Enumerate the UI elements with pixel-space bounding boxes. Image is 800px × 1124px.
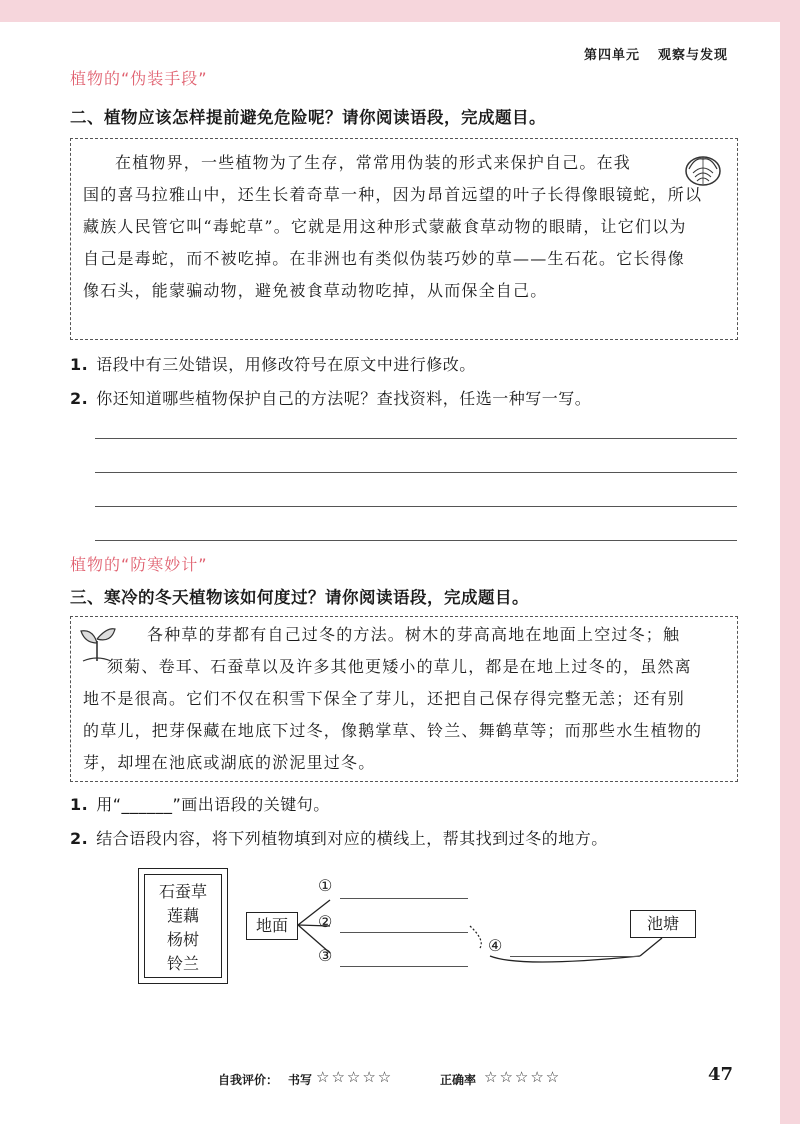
question-three-title: 三、寒冷的冬天植物该如何度过？请你阅读语段，完成题目。 [70, 588, 529, 607]
answer-line[interactable] [95, 472, 737, 473]
answer-line[interactable] [95, 438, 737, 439]
subquestion-1 [70, 352, 476, 375]
succulent-plant-icon [681, 147, 725, 191]
page-number: 47 [708, 1064, 734, 1085]
subquestion-1 [70, 792, 330, 815]
sprout-icon [77, 621, 117, 663]
subquestion-number: 1. [70, 355, 89, 374]
writing-rating-icons[interactable]: ☆☆☆☆☆ [316, 1068, 394, 1086]
plant-item: 石蚕草 [158, 882, 207, 901]
right-color-band [780, 0, 800, 1124]
subquestion-2 [70, 386, 591, 409]
subquestion-2 [70, 826, 608, 849]
plant-item: 铃兰 [166, 954, 199, 973]
unit-header [584, 44, 728, 63]
section-title-cold-defense: 植物的“防寒妙计” [70, 555, 208, 574]
subquestion-text: 用“______”画出语段的关键句。 [96, 795, 330, 814]
passage2-line: 地不是很高。它们不仅在积雪下保全了芽儿，还把自己保存得完整无恙；还有别 [83, 689, 686, 708]
section-title-disguise: 植物的“伪装手段” [70, 69, 208, 88]
subquestion-number: 2. [70, 389, 89, 408]
blank-line-1[interactable] [340, 898, 468, 899]
passage1-line: 像石头，能蒙骗动物，避免被食草动物吃掉，从而保全自己。 [83, 281, 548, 300]
accuracy-label: 正确率 [440, 1073, 477, 1087]
passage1-line: 在植物界，一些植物为了生存，常常用伪装的形式来保护自己。在我 [115, 153, 632, 172]
ground-box: 地面 [246, 912, 298, 940]
passage1-line: 自己是毒蛇，而不被吃掉。在非洲也有类似伪装巧妙的草——生石花。它长得像 [83, 249, 686, 268]
self-eval-label: 自我评价： [218, 1073, 279, 1087]
passage1-line: 国的喜马拉雅山中，还生长着奇草一种，因为昂首远望的叶子长得像眼镜蛇，所以 [83, 185, 703, 204]
subquestion-text: 你还知道哪些植物保护自己的方法呢？查找资料，任选一种写一写。 [96, 389, 592, 408]
plant-item: 杨树 [166, 930, 199, 949]
blank-line-3[interactable] [340, 966, 468, 967]
passage2-line: 芽，却埋在池底或湖底的淤泥里过冬。 [83, 753, 376, 772]
plant-list-box [138, 868, 228, 984]
subquestion-number: 2. [70, 829, 89, 848]
answer-line[interactable] [95, 506, 737, 507]
subquestion-text: 结合语段内容，将下列植物填到对应的横线上，帮其找到过冬的地方。 [96, 829, 608, 848]
passage1-line: 藏族人民管它叫“毒蛇草”。它就是用这种形式蒙蔽食草动物的眼睛，让它们以为 [83, 217, 687, 236]
question-two-title: 二、植物应该怎样提前避免危险呢？请你阅读语段，完成题目。 [70, 108, 546, 127]
top-color-band [0, 0, 800, 22]
blank-number: ③ [318, 946, 333, 965]
answer-line[interactable] [95, 540, 737, 541]
passage2-line: 各种草的芽都有自己过冬的方法。树木的芽高高地在地面上空过冬；触 [147, 625, 681, 644]
subquestion-text: 语段中有三处错误，用修改符号在原文中进行修改。 [96, 355, 476, 374]
accuracy-rating-icons[interactable]: ☆☆☆☆☆ [484, 1068, 562, 1086]
passage2-line: 须菊、卷耳、石蚕草以及许多其他更矮小的草儿，都是在地上过冬的，虽然离 [107, 657, 692, 676]
blank-line-2[interactable] [340, 932, 468, 933]
blank-number: ② [318, 912, 333, 931]
unit-label: 第四单元 [583, 48, 640, 63]
blank-number: ④ [488, 936, 503, 955]
pond-box: 池塘 [630, 910, 696, 938]
writing-label: 书写 [288, 1073, 313, 1087]
passage2-line: 的草儿，把芽保藏在地底下过冬，像鹅掌草、铃兰、舞鹤草等；而那些水生植物的 [83, 721, 703, 740]
passage-box-2 [70, 616, 738, 782]
passage-box-1 [70, 138, 738, 340]
subquestion-number: 1. [70, 795, 89, 814]
blank-line-4[interactable] [510, 956, 638, 957]
unit-theme: 观察与发现 [657, 48, 728, 63]
blank-number: ① [318, 876, 333, 895]
plant-item: 莲藕 [166, 906, 199, 925]
